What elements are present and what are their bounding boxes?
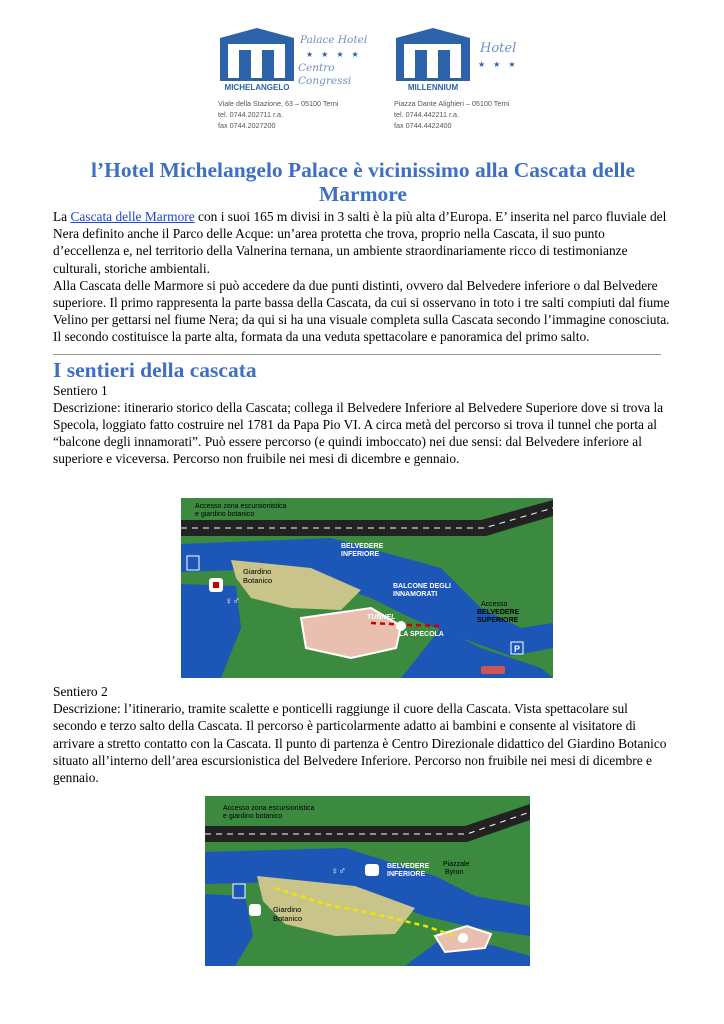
- section-divider: [53, 354, 661, 355]
- map2-wc-icon: ♀♂: [331, 866, 346, 877]
- map1-giardino-line2: Botanico: [243, 576, 273, 585]
- sentiero1-label: Sentiero 1: [53, 382, 108, 398]
- map2-viewpoint-icon: [458, 933, 468, 943]
- millennium-stars: ★ ★ ★: [478, 60, 519, 69]
- intro-paragraph: [53, 208, 673, 277]
- map2-giardino-line1: Giardino: [273, 905, 302, 914]
- map1-tunnel: TUNNEL: [367, 614, 396, 621]
- map1-specola: LA SPECOLA: [399, 631, 444, 638]
- article: [53, 158, 673, 468]
- map2-building-icon: [249, 904, 261, 916]
- intro-text-rest: con i suoi 165 m divisi in 3 salti è la più alta d’Europa. E’ inserita nel parco fluviale del Nera definito anche il Parco delle Acque: un’area protetta che trova, proprio nella Cascata, il suo punto d’eccellenza e, nel territorio della Valnerina ternana, un ambiente straordinariamente ricco di testimonianze culturali, storiche ambientali.: [53, 209, 667, 276]
- map1-balcone-line2: INNAMORATI: [393, 591, 438, 598]
- letterhead: [0, 0, 724, 140]
- sentiero2-block: [53, 683, 673, 786]
- map2-belvedere-inf-line2: INFERIORE: [387, 871, 426, 878]
- map1-wc-icon: ♀♂: [225, 596, 240, 607]
- sentiero1-map: [181, 498, 553, 678]
- section-title: I sentieri della cascata: [53, 357, 257, 382]
- map1-viewpoint-icon: [396, 621, 406, 631]
- millennium-tel: tel. 0744.442211 r.a.: [394, 110, 460, 119]
- cascata-link[interactable]: Cascata delle Marmore: [70, 209, 195, 224]
- michelangelo-logo-name: MICHELANGELO: [224, 83, 290, 92]
- map1-accesso-sup-line1: Accesso: [481, 601, 508, 608]
- michelangelo-script-line1: Palace Hotel: [300, 34, 368, 46]
- intro-text-start: La: [53, 209, 71, 224]
- map1-accesso-sup-line3: SUPERIORE: [477, 617, 519, 624]
- map1-info-icon: [187, 556, 199, 570]
- michelangelo-stars: ★ ★ ★ ★: [306, 50, 362, 59]
- millennium-logo: [394, 28, 472, 92]
- map2-belvedere-inf-line1: BELVEDERE: [387, 863, 430, 870]
- millennium-script-line1: Hotel: [480, 41, 517, 56]
- map2-info-icon: [233, 884, 245, 898]
- map1-belvedere-inf-line2: INFERIORE: [341, 551, 380, 558]
- michelangelo-logo: [218, 28, 296, 92]
- map1-parking-label: P: [514, 644, 521, 654]
- map1-giardino-line1: Giardino: [243, 567, 272, 576]
- access-paragraph: Alla Cascata delle Marmore si può accedere da due punti distinti, ovvero dal Belvedere inferiore o dal Belvedere superiore. Il primo rappresenta la parte bassa della Cascata, da cui si osservano in toto i tre salti compiuti dal fiume Velino per gettarsi nel fiume Nera; da qui si ha una visuale completa sulla Cascata secondo l’immagine conosciuta. Il secondo costituisce la parte alta, formata da una veduta spettacolare e panoramica del primo salto.: [53, 277, 670, 345]
- sentiero2-description: Descrizione: l’itinerario, tramite scalette e ponticelli raggiunge il cuore della Cascata. Vista spettacolare sul secondo e terzo salto della Cascata. Il percorso è particolarmente adatto ai bambini e consente al visitatore di arrivare a stretto contatto con la Cascata. Il punto di partenza è Centro Direzionale didattico del Giardino Botanico situato all’interno dell’area escursionistica del Belvedere Inferiore. Percorso non fruibile nei mesi di dicembre e gennaio.: [53, 701, 667, 786]
- michelangelo-script-line2: Centro Congressi: [298, 62, 352, 87]
- map1-balcone-line1: BALCONE DEGLI: [393, 583, 451, 590]
- sentiero2-label: Sentiero 2: [53, 684, 108, 699]
- sentiero1-description: Descrizione: itinerario storico della Cascata; collega il Belvedere Inferiore al Belvedere Superiore dove si trova la Specola, loggiato fatto costruire nel 1781 da Papa Pio VI. A circa metà del percorso si trova il tunnel che porta al “balcone degli innamorati”. Può essere percorso (e quindi imboccato) nei due sensi: dal Belvedere inferiore al superiore e viceversa. Percorso non fruibile nei mesi di dicembre e gennaio.: [53, 399, 664, 467]
- millennium-fax: fax 0744.4422400: [394, 121, 452, 130]
- sentiero2-map: [205, 796, 530, 966]
- map1-accesso-line2: e giardino botanico: [195, 511, 255, 518]
- page-title: l’Hotel Michelangelo Palace è vicinissimo alla Cascata delle Marmore: [91, 158, 635, 206]
- map1-accesso-sup-line2: BELVEDERE: [477, 609, 520, 616]
- michelangelo-tel: tel. 0744.202711 r.a.: [218, 110, 284, 119]
- map1-accesso-line1: Accesso zona escursionistica: [195, 503, 287, 510]
- map1-belvedere-inf-line1: BELVEDERE: [341, 543, 384, 550]
- map1-bus-icon: [481, 666, 505, 674]
- map2-accesso-line1: Accesso zona escursionistica: [223, 805, 315, 812]
- millennium-logo-name: MILLENNIUM: [407, 83, 459, 92]
- map2-piazzale-line1: Piazzale: [443, 861, 470, 868]
- millennium-address: Piazza Dante Alighieri – 05100 Terni: [394, 99, 510, 108]
- map2-accesso-line2: e giardino botanico: [223, 813, 283, 820]
- map2-piazzale-line2: Byron: [445, 869, 464, 876]
- map2-giardino-line2: Botanico: [273, 914, 303, 923]
- michelangelo-fax: fax 0744.2027200: [218, 121, 276, 130]
- map2-shelter-icon: [365, 864, 379, 876]
- michelangelo-address: Viale della Stazione, 63 – 05100 Terni: [218, 99, 339, 108]
